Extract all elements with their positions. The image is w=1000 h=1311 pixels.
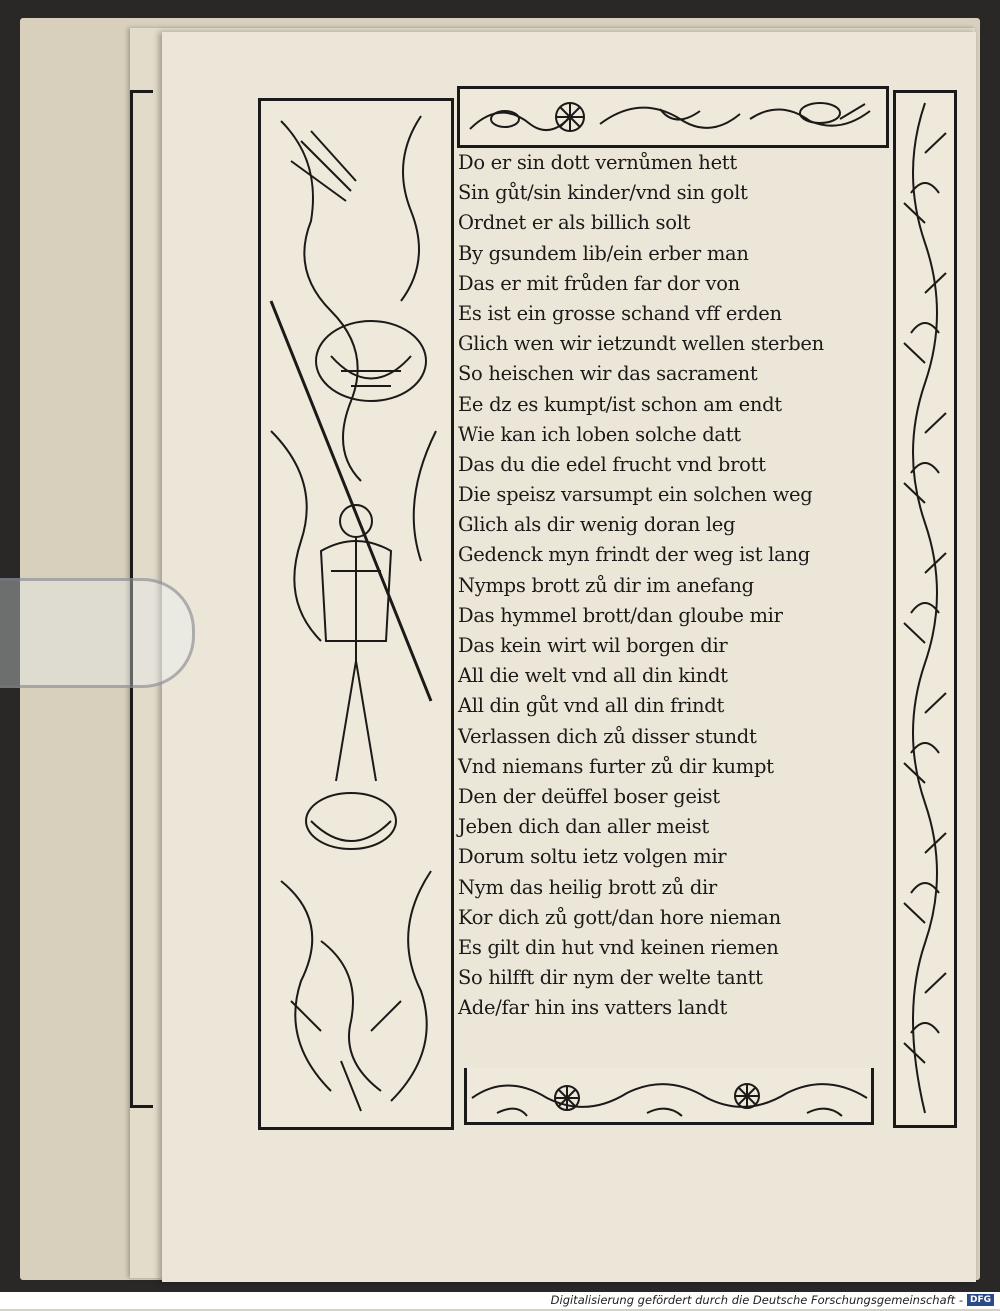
poem-line: Jeben dich dan aller meist bbox=[458, 815, 709, 839]
woodcut-flower-bird-frieze-icon bbox=[460, 89, 886, 145]
left-woodcut-panel bbox=[258, 98, 454, 1130]
poem-line: Nymps brott zů dir im anefang bbox=[458, 573, 754, 597]
woodcut-thistle-frieze-icon bbox=[467, 1068, 871, 1122]
poem-line: Das er mit frůden far dor von bbox=[458, 271, 740, 295]
poem-line: Sin gůt/sin kinder/vnd sin golt bbox=[458, 181, 748, 205]
poem-line: Ade/far hin ins vatters landt bbox=[458, 996, 728, 1020]
poem-text-block bbox=[458, 148, 886, 1023]
poem-line: Das kein wirt wil borgen dir bbox=[458, 634, 728, 657]
poem-line: Den der deüffel boser geist bbox=[458, 784, 720, 808]
poem-line: So hilfft dir nym der welte tantt bbox=[458, 966, 763, 990]
right-woodcut-border bbox=[893, 90, 957, 1128]
poem-line: Vnd niemans furter zů dir kumpt bbox=[458, 754, 774, 778]
poem-line: Gedenck myn frindt der weg ist lang bbox=[458, 543, 810, 567]
woodcut-vine-border-icon bbox=[896, 93, 954, 1125]
poem-line: Es gilt din hut vnd keinen riemen bbox=[458, 935, 779, 959]
bottom-woodcut-frieze bbox=[464, 1068, 874, 1125]
top-woodcut-frieze bbox=[457, 86, 889, 148]
woodcut-pilgrim-figure-icon bbox=[261, 101, 451, 1127]
poem-line: Nym das heilig brott zů dir bbox=[458, 875, 717, 899]
poem-line: Wie kan ich loben solche datt bbox=[458, 422, 741, 446]
poem-line: So heischen wir das sacrament bbox=[458, 362, 758, 386]
poem-line: All din gůt vnd all din frindt bbox=[458, 694, 724, 718]
poem-line: Das hymmel brott/dan gloube mir bbox=[458, 603, 783, 627]
poem-line: Das du die edel frucht vnd brott bbox=[458, 452, 766, 476]
page-clip bbox=[0, 578, 195, 688]
poem-line: Es ist ein grosse schand vff erden bbox=[458, 301, 782, 325]
poem-line: Ordnet er als billich solt bbox=[458, 211, 691, 235]
poem-line: Dorum soltu ietz volgen mir bbox=[458, 845, 727, 869]
poem-line: Kor dich zů gott/dan hore nieman bbox=[458, 905, 781, 929]
poem-line: Do er sin dott vernůmen hett bbox=[458, 151, 737, 174]
digitization-credit-footer bbox=[0, 1292, 1000, 1309]
poem-line: By gsundem lib/ein erber man bbox=[458, 241, 749, 265]
dfg-logo: DFG bbox=[967, 1294, 994, 1306]
poem-line: Glich als dir wenig doran leg bbox=[458, 513, 736, 537]
poem-line: Verlassen dich zů disser stundt bbox=[458, 724, 757, 748]
poem-line: Die speisz varsumpt ein solchen weg bbox=[458, 483, 813, 507]
poem-line: All die welt vnd all din kindt bbox=[458, 664, 728, 688]
credit-text: Digitalisierung gefördert durch die Deutsche Forschungsgemeinschaft - bbox=[550, 1293, 963, 1307]
poem-line: Ee dz es kumpt/ist schon am endt bbox=[458, 392, 782, 416]
poem-line: Glich wen wir ietzundt wellen sterben bbox=[458, 332, 824, 356]
